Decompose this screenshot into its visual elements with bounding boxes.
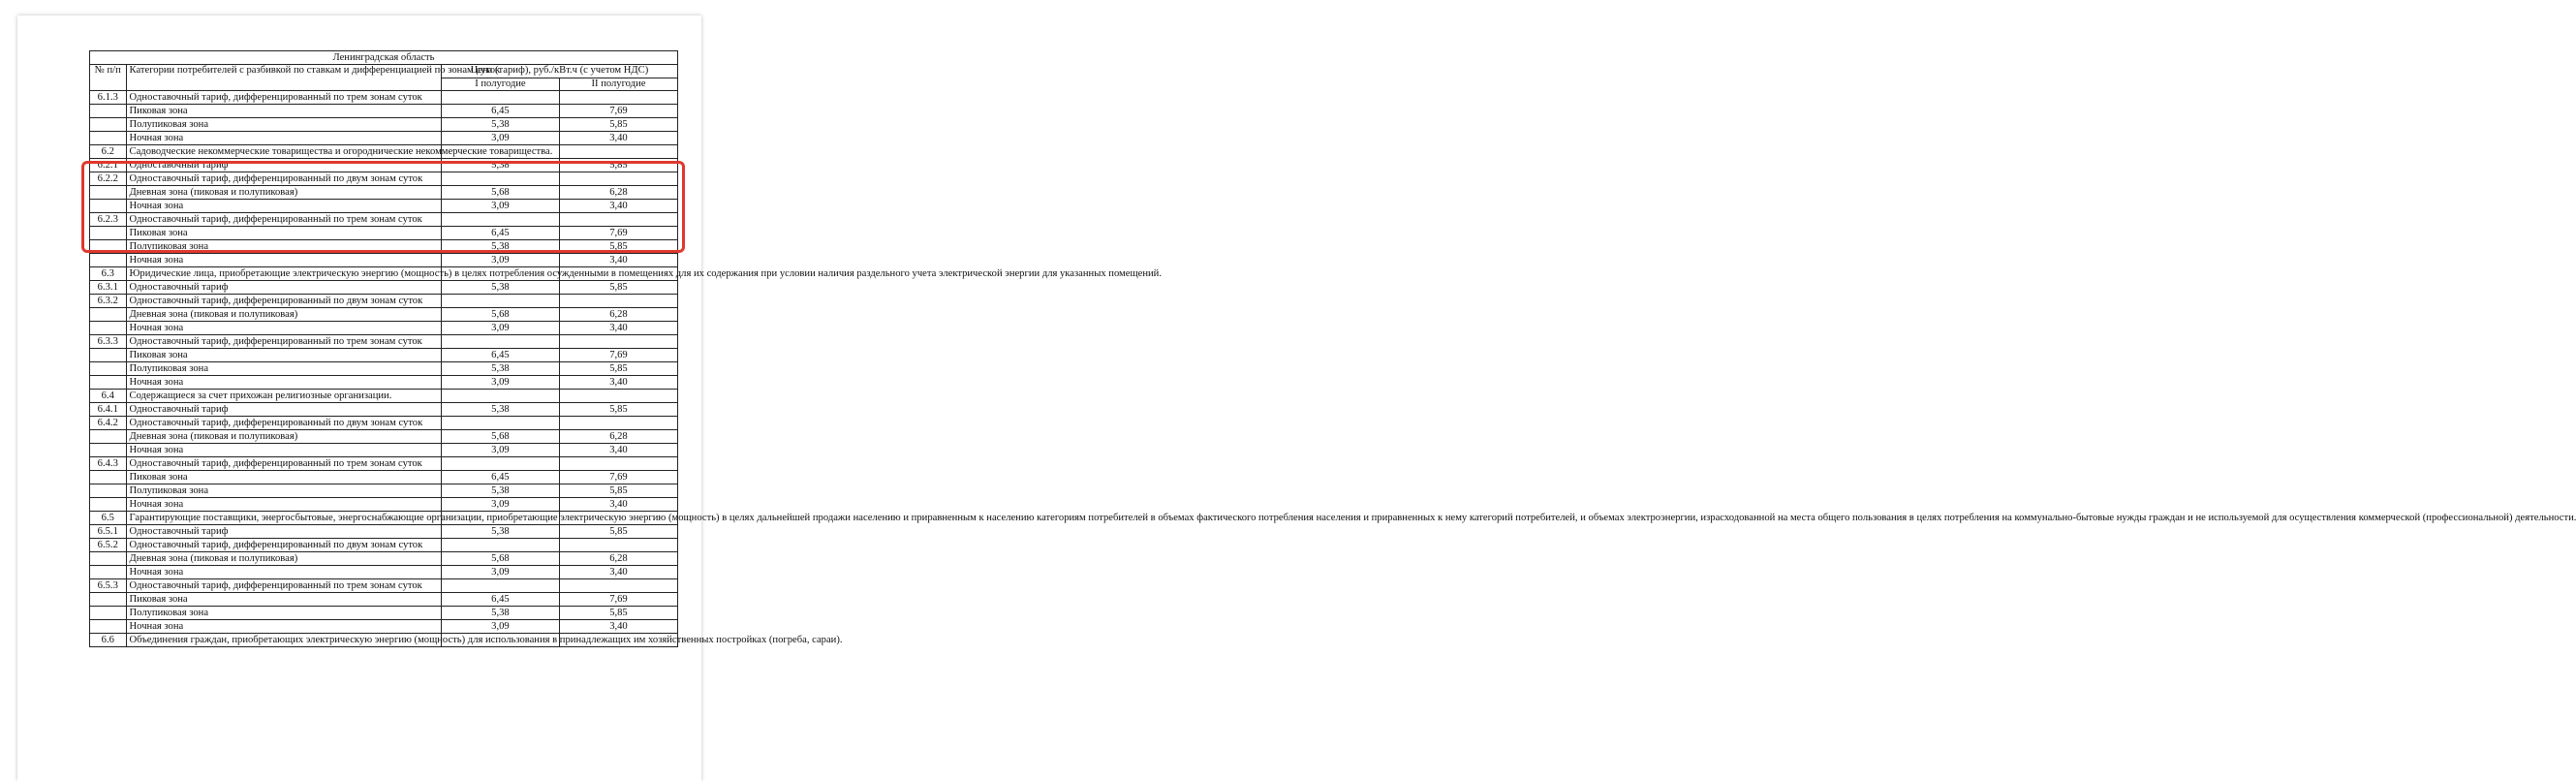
row-price-half1: 5,38 [441,525,559,539]
row-price-half2: 3,40 [559,254,677,267]
table-row [90,552,678,566]
row-category: Содержащиеся за счет прихожан религиозные организации. [126,390,441,403]
row-number: 6.3.3 [90,335,127,349]
row-number: 6.5.1 [90,525,127,539]
row-price-half1 [441,335,559,349]
table-row [90,267,678,281]
col-header-half2: II полугодие [559,78,677,91]
row-category: Одноставочный тариф, дифференцированный по двум зонам суток [126,295,441,308]
table-row [90,525,678,539]
row-price-half1: 6,45 [441,349,559,362]
row-price-half1: 5,68 [441,308,559,322]
row-price-half2: 3,40 [559,620,677,634]
row-price-half1: 3,09 [441,200,559,213]
row-number [90,607,127,620]
table-row [90,159,678,172]
row-price-half2: 7,69 [559,349,677,362]
row-number: 6.5.3 [90,579,127,593]
row-price-half2 [559,539,677,552]
row-price-half2 [559,457,677,471]
row-category: Одноставочный тариф, дифференцированный по трем зонам суток [126,457,441,471]
row-category: Ночная зона [126,376,441,390]
row-number: 6.3 [90,267,127,281]
row-price-half1: 6,45 [441,105,559,118]
row-number: 6.2 [90,145,127,159]
row-category: Объединения граждан, приобретающих электрическую энергию (мощность) для использования в принадлежащих им хозяйственных постройках (погреба, сараи). [126,634,441,647]
row-number [90,593,127,607]
row-category: Дневная зона (пиковая и полупиковая) [126,308,441,322]
row-number [90,430,127,444]
table-row [90,335,678,349]
row-price-half1: 5,38 [441,281,559,295]
row-category: Пиковая зона [126,593,441,607]
row-number: 6.4.2 [90,417,127,430]
row-price-half1: 3,09 [441,132,559,145]
table-row [90,240,678,254]
tariff-rows [90,91,2576,647]
row-price-half2: 5,85 [559,281,677,295]
row-category: Полупиковая зона [126,484,441,498]
table-row [90,579,678,593]
table-row [90,484,678,498]
table-row [90,417,678,430]
row-price-half1 [441,417,559,430]
row-number [90,620,127,634]
row-price-half2: 7,69 [559,471,677,484]
table-row [90,362,678,376]
row-price-half1: 6,45 [441,227,559,240]
row-category: Дневная зона (пиковая и полупиковая) [126,430,441,444]
row-category: Ночная зона [126,498,441,512]
table-row [90,376,678,390]
row-category: Одноставочный тариф [126,525,441,539]
row-price-half1: 5,38 [441,607,559,620]
table-row [90,390,678,403]
table-row [90,308,678,322]
row-price-half1: 5,68 [441,430,559,444]
row-price-half1: 5,38 [441,403,559,417]
row-number [90,376,127,390]
table-row [90,295,678,308]
table-row [90,91,678,105]
row-price-half1 [441,91,559,105]
row-price-half2: 5,85 [559,484,677,498]
row-price-half2: 3,40 [559,498,677,512]
row-number [90,254,127,267]
row-category: Ночная зона [126,444,441,457]
row-category: Ночная зона [126,566,441,579]
row-number [90,444,127,457]
row-price-half2 [559,145,677,159]
table-row [90,227,678,240]
row-price-half2: 6,28 [559,186,677,200]
row-number: 6.6 [90,634,127,647]
row-category: Полупиковая зона [126,240,441,254]
table-row [90,254,678,267]
row-number [90,498,127,512]
row-price-half2: 7,69 [559,227,677,240]
row-category: Одноставочный тариф [126,159,441,172]
table-row [90,498,678,512]
row-category: Одноставочный тариф, дифференцированный по трем зонам суток [126,579,441,593]
row-category: Дневная зона (пиковая и полупиковая) [126,186,441,200]
row-price-half1: 3,09 [441,322,559,335]
row-price-half1 [441,579,559,593]
table-row [90,539,678,552]
row-number [90,105,127,118]
row-number [90,186,127,200]
table-row [90,172,678,186]
row-number [90,349,127,362]
row-category: Одноставочный тариф [126,281,441,295]
row-category: Ночная зона [126,322,441,335]
row-category: Одноставочный тариф [126,403,441,417]
row-number: 6.2.3 [90,213,127,227]
table-row [90,213,678,227]
row-category: Одноставочный тариф, дифференцированный по двум зонам суток [126,172,441,186]
row-number: 6.4 [90,390,127,403]
col-header-price: Цена (тариф), руб./кВт.ч (с учетом НДС) [441,65,677,78]
row-price-half1: 5,68 [441,552,559,566]
row-price-half2: 5,85 [559,118,677,132]
row-category: Полупиковая зона [126,362,441,376]
row-price-half2 [559,213,677,227]
table-row [90,444,678,457]
row-number: 6.4.3 [90,457,127,471]
row-price-half2: 3,40 [559,566,677,579]
row-price-half1: 3,09 [441,376,559,390]
table-row [90,512,678,525]
row-number [90,200,127,213]
row-price-half2: 7,69 [559,105,677,118]
table-row [90,281,678,295]
row-price-half2: 5,85 [559,403,677,417]
row-price-half2: 3,40 [559,132,677,145]
row-category: Гарантирующие поставщики, энергосбытовые, энергоснабжающие организации, приобретающие электрическую энергию (мощность) в целях дальнейшей продажи населению и приравненным к населению категориям потребителей в объемах фактического потребления населения и приравненных к нему категорий потребителей, и объемах электроэнергии, израсходованной на места общего пользования в целях потребления на коммунально-бытовые нужды граждан и не используемой для осуществления коммерческой (профессиональной) деятельности. [126,512,441,525]
row-number [90,322,127,335]
row-price-half1: 5,68 [441,186,559,200]
row-number: 6.3.1 [90,281,127,295]
row-number: 6.5 [90,512,127,525]
table-row [90,607,678,620]
row-price-half2 [559,172,677,186]
table-row [90,322,678,335]
row-price-half1 [441,539,559,552]
row-category: Ночная зона [126,620,441,634]
row-price-half1 [441,295,559,308]
row-price-half1: 6,45 [441,593,559,607]
table-row [90,620,678,634]
row-number: 6.4.1 [90,403,127,417]
row-category: Пиковая зона [126,227,441,240]
row-price-half2: 3,40 [559,200,677,213]
table-row [90,349,678,362]
table-row [90,593,678,607]
row-price-half2: 3,40 [559,376,677,390]
row-number [90,362,127,376]
table-row [90,471,678,484]
row-price-half1 [441,213,559,227]
region-header: Ленинградская область [90,51,678,65]
row-price-half2: 3,40 [559,444,677,457]
row-price-half1: 5,38 [441,240,559,254]
table-row [90,403,678,417]
table-row [90,566,678,579]
row-price-half2: 6,28 [559,552,677,566]
table-row [90,105,678,118]
row-number [90,308,127,322]
table-row [90,132,678,145]
row-price-half2 [559,390,677,403]
row-price-half2: 6,28 [559,308,677,322]
row-price-half2: 7,69 [559,593,677,607]
table-row [90,145,678,159]
row-price-half2: 5,85 [559,240,677,254]
table-row [90,118,678,132]
row-number: 6.3.2 [90,295,127,308]
row-category: Пиковая зона [126,105,441,118]
row-category: Пиковая зона [126,471,441,484]
row-price-half2: 6,28 [559,430,677,444]
row-number: 6.5.2 [90,539,127,552]
row-number [90,240,127,254]
row-number [90,471,127,484]
col-header-category: Категории потребителей с разбивкой по ставкам и дифференциацией по зонам суток [126,65,441,91]
row-price-half2 [559,335,677,349]
row-price-half1: 5,38 [441,159,559,172]
row-category: Одноставочный тариф, дифференцированный по двум зонам суток [126,539,441,552]
row-category: Пиковая зона [126,349,441,362]
row-category: Одноставочный тариф, дифференцированный по трем зонам суток [126,335,441,349]
row-price-half1 [441,390,559,403]
col-header-half1: I полугодие [441,78,559,91]
row-price-half1: 5,38 [441,362,559,376]
row-number [90,227,127,240]
row-price-half1: 3,09 [441,620,559,634]
row-price-half1: 3,09 [441,498,559,512]
table-row [90,457,678,471]
row-category: Дневная зона (пиковая и полупиковая) [126,552,441,566]
table-row [90,634,678,647]
table-row [90,430,678,444]
row-number [90,484,127,498]
row-category: Одноставочный тариф, дифференцированный по трем зонам суток [126,91,441,105]
row-number: 6.2.2 [90,172,127,186]
row-category: Садоводческие некоммерческие товарищества и огороднические некоммерческие товарищества. [126,145,441,159]
row-category: Одноставочный тариф, дифференцированный по двум зонам суток [126,417,441,430]
row-category: Ночная зона [126,200,441,213]
row-price-half2 [559,295,677,308]
row-number [90,552,127,566]
row-price-half2: 5,85 [559,607,677,620]
row-price-half1: 6,45 [441,471,559,484]
row-price-half1: 3,09 [441,254,559,267]
row-category: Полупиковая зона [126,118,441,132]
tariff-table [89,50,2576,647]
table-row [90,200,678,213]
table-row [90,186,678,200]
row-price-half2: 5,85 [559,362,677,376]
row-category: Полупиковая зона [126,607,441,620]
row-category: Юридические лица, приобретающие электрическую энергию (мощность) в целях потребления осужденными в помещениях для их содержания при условии наличия раздельного учета электрической энергии для указанных помещений. [126,267,441,281]
row-category: Ночная зона [126,254,441,267]
row-number [90,566,127,579]
row-number: 6.1.3 [90,91,127,105]
row-price-half1: 3,09 [441,566,559,579]
row-price-half2 [559,417,677,430]
row-price-half1 [441,457,559,471]
row-category: Ночная зона [126,132,441,145]
row-price-half2: 3,40 [559,322,677,335]
row-number [90,132,127,145]
row-price-half2 [559,579,677,593]
row-price-half1 [441,172,559,186]
row-price-half2: 5,85 [559,159,677,172]
row-price-half1: 3,09 [441,444,559,457]
row-price-half1: 5,38 [441,484,559,498]
row-number [90,118,127,132]
col-header-num: № п/п [90,65,127,91]
row-price-half2 [559,91,677,105]
row-price-half2: 5,85 [559,525,677,539]
row-price-half1: 5,38 [441,118,559,132]
row-number: 6.2.1 [90,159,127,172]
row-category: Одноставочный тариф, дифференцированный по трем зонам суток [126,213,441,227]
